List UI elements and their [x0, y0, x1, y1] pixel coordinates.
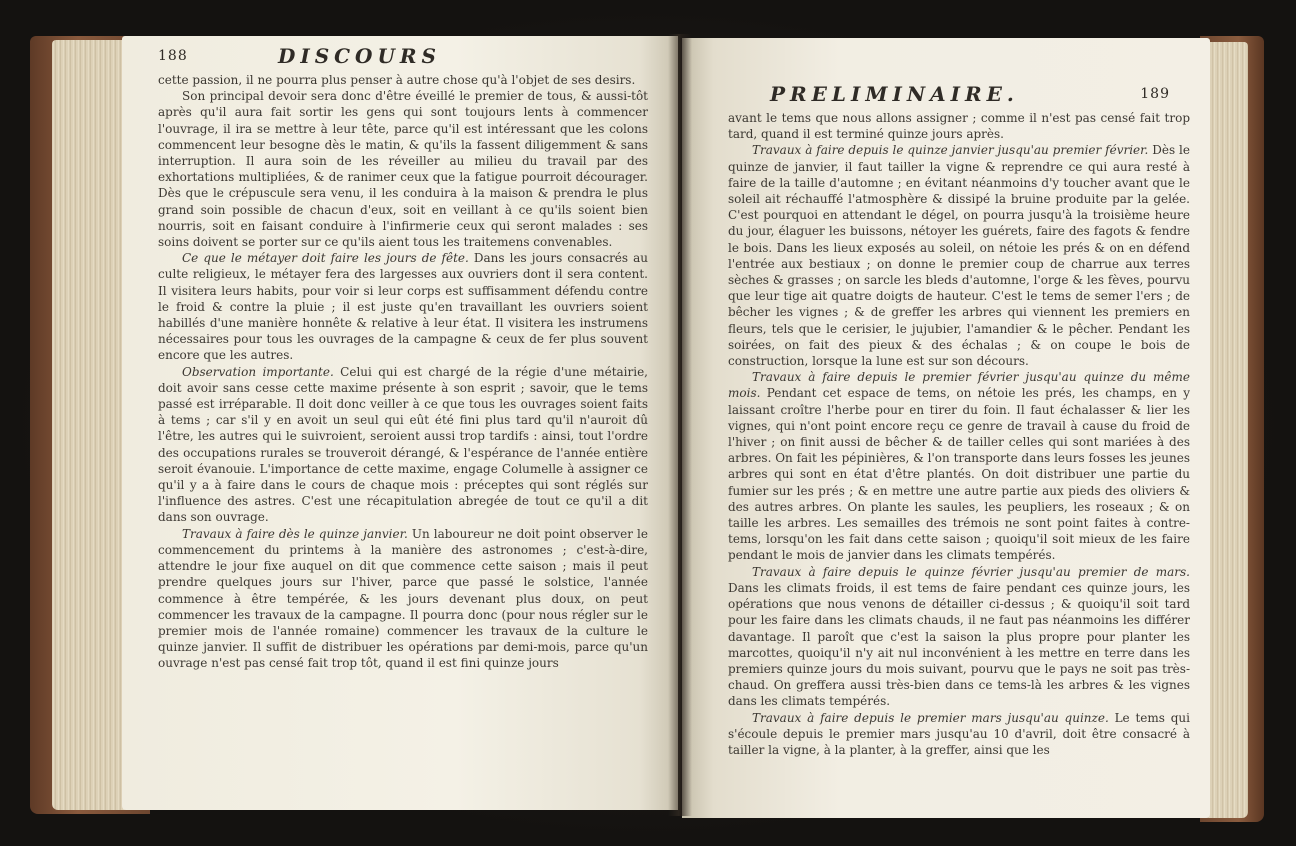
right-page-paragraph: [728, 710, 1190, 759]
right-page-paragraph: [728, 110, 1190, 142]
right-page-number: 189: [1140, 86, 1170, 102]
page-edges-right: [1206, 42, 1248, 818]
left-page-paragraph: [158, 250, 648, 363]
section-title: Travaux à faire depuis le premier mars jusqu'au quinze.: [752, 710, 1109, 725]
left-page-paragraph: [158, 88, 648, 250]
left-page-paragraph: [158, 364, 648, 526]
left-page-paragraph: [158, 526, 648, 672]
right-page: [682, 38, 1210, 818]
section-title: Travaux à faire depuis le premier février jusqu'au quinze du même mois.: [728, 370, 1190, 401]
right-page-body: [728, 110, 1190, 758]
paragraph-text: Pendant cet espace de tems, on nétoie les prés, les champs, en y laissant croître l'herbe pour en tirer du foin. Il faut échalasser & lier les vignes, qui n'ont point encore reçu ce genre de travail à cause du froid de l'hiver ; on finit aussi de bêcher & de tailler celles qui sont mariées à des arbres. On fait les pépinières, & l'on transporte dans leurs fosses les jeunes arbres qui sont en état d'être plantés. On doit distribuer une partie du fumier sur les prés ; & en mettre une autre partie aux pieds des oliviers & des autres arbres. On plante les saules, les peupliers, les roseaux ; & on taille les arbres. Les semailles des trémois ne sont point faites à contre-tems, lorsqu'on les fait dans cette saison ; quoiqu'il soit mieux de les faire pendant le mois de janvier dans les climats tempérés.: [728, 386, 1190, 563]
right-page-paragraph: [728, 369, 1190, 563]
section-title: Observation importante.: [182, 364, 334, 379]
left-page-paragraph: [158, 72, 648, 88]
paragraph-text: Un laboureur ne doit point observer le commencement du printems à la manière des astronomes ; c'est-à-dire, attendre le jour fixe auquel on dit que commence cette saison ; mais il peut prendre quelques jours sur l'hiver, parce que passé le solstice, l'année commence à être tempérée, & les jours devenant plus doux, on peut commencer les travaux de la campagne. Il pourra donc (pour nous régler sur le premier mois de l'année romaine) commencer les travaux de la culture le quinze janvier. Il suffit de distribuer les opérations par demi-mois, parce qu'un ouvrage n'est pas censé fait trop tôt, quand il est fini quinze jours: [158, 526, 648, 671]
section-title: Travaux à faire depuis le quinze février jusqu'au premier de mars.: [752, 564, 1190, 579]
right-page-paragraph: [728, 142, 1190, 369]
book-gutter: [668, 34, 692, 816]
section-title: Ce que le métayer doit faire les jours de fête.: [182, 251, 469, 266]
paragraph-text: Dès le quinze de janvier, il faut tailler la vigne & reprendre ce qui aura resté à faire de la taille d'automne ; en évitant néanmoins d'y toucher avant que le soleil ait réchauffé l'atmosphère & dissipé la bruine produite par la gelée. C'est pourquoi en attendant le dégel, on pourra jusqu'à la troisième heure du jour, élaguer les buissons, nétoyer les guérets, faire des fagots & fendre le bois. Dans les lieux exposés au soleil, on nétoie les prés & on en défend l'entrée aux bestiaux ; on donne le premier coup de charrue aux terres sèches & grasses ; on sarcle les bleds d'automne, l'orge & les fèves, pourvu que leur tige ait quatre doigts de hauteur. C'est le tems de semer l'ers ; de bêcher les vignes ; & de greffer les arbres qui viennent les premiers en fleurs, tels que le cerisier, le jujubier, l'amandier & le pêcher. Pendant les soirées, on fait des pieux & des échalas ; & on coupe le bois de construction, lorsque la lune est sur son décours.: [728, 143, 1190, 369]
section-title: Travaux à faire dès le quinze janvier.: [182, 526, 408, 541]
paragraph-text: Dans les jours consacrés au culte religieux, le métayer fera des largesses aux ouvriers dont il sera content. Il visitera leurs habits, pour voir si leur corps est suffisamment défendu contre le froid & contre la pluie ; il est juste qu'en travaillant les ouvriers soient habillés d'une manière honnête & relative à leur état. Il visitera les instrumens nécessaires pour tous les ouvrages de la campagne & ceux de fer plus souvent encore que les autres.: [158, 251, 648, 363]
paragraph-text: avant le tems que nous allons assigner ; comme il n'est pas censé fait trop tard, quand il est terminé quinze jours après.: [728, 111, 1190, 142]
right-running-title: PRELIMINAIRE.: [770, 82, 1019, 106]
paragraph-text: Le tems qui s'écoule depuis le premier mars jusqu'au 10 d'avril, doit être consacré à tailler la vigne, à la planter, à la greffer, ainsi que les: [728, 710, 1190, 757]
left-page-body: [158, 72, 648, 672]
section-title: Travaux à faire depuis le quinze janvier jusqu'au premier février.: [752, 143, 1149, 158]
paragraph-text: Son principal devoir sera donc d'être éveillé le premier de tous, & aussi-tôt après qu'il aura fait sortir les gens qui sont toujours lents à commencer l'ouvrage, il ira se mettre à leur tête, parce qu'il est intéressant que les colons commencent leur besogne dès le matin, & qu'ils la fassent diligemment & sans interruption. Il aura soin de les réveiller au milieu du travail par des exhortations multipliées, & de ranimer ceux que la fatigue pourroit décourager. Dès que le crépuscule sera venu, il les conduira à la maison & prendra le plus grand soin possible de chacun d'eux, soit en veillant à ce qu'ils soient bien nourris, soit en faisant conduire à l'infirmerie ceux qui seront malades : ses soins doivent se porter sur ce qu'ils aient tous les traitemens convenables.: [158, 89, 648, 250]
paragraph-text: Celui qui est chargé de la régie d'une métairie, doit avoir sans cesse cette maxime présente à son esprit ; savoir, que le tems passé est irréparable. Il doit donc veiller à ce que tous les ouvrages soient faits à tems ; car s'il y en avoit un seul qui eût été fini plus tard qu'il n'auroit dû l'être, les autres qui le suivroient, seroient aussi trop tardifs : ainsi, tout l'ordre des occupations rurales se trouveroit dérangé, & l'espérance de l'année entière seroit évanouie. L'importance de cette maxime, engage Columelle à assigner ce qu'il y a à faire dans le cours de chaque mois : préceptes qui sont réglés sur l'influence des astres. C'est une récapitulation abregée de tout ce qu'il a dit dans son ouvrage.: [158, 364, 648, 525]
paragraph-text: Dans les climats froids, il est tems de faire pendant ces quinze jours, les opérations que nous venons de détailler ci-dessus ; & quoiqu'il soit tard pour les faire dans les climats chauds, il ne faut pas néanmoins les différer davantage. Il paroît que c'est la saison la plus propre pour planter les marcottes, quoiqu'il n'y ait nul inconvénient à les mettre en terre dans les premiers quinze jours du mois suivant, pourvu que le pays ne soit pas très-chaud. On greffera aussi très-bien dans ce tems-là les arbres & les vignes dans les climats tempérés.: [728, 580, 1190, 709]
left-running-title: DISCOURS: [278, 44, 441, 68]
right-page-paragraph: [728, 564, 1190, 710]
paragraph-text: cette passion, il ne pourra plus penser à autre chose qu'à l'objet de ses desirs.: [158, 73, 636, 87]
left-page-number: 188: [158, 48, 188, 64]
